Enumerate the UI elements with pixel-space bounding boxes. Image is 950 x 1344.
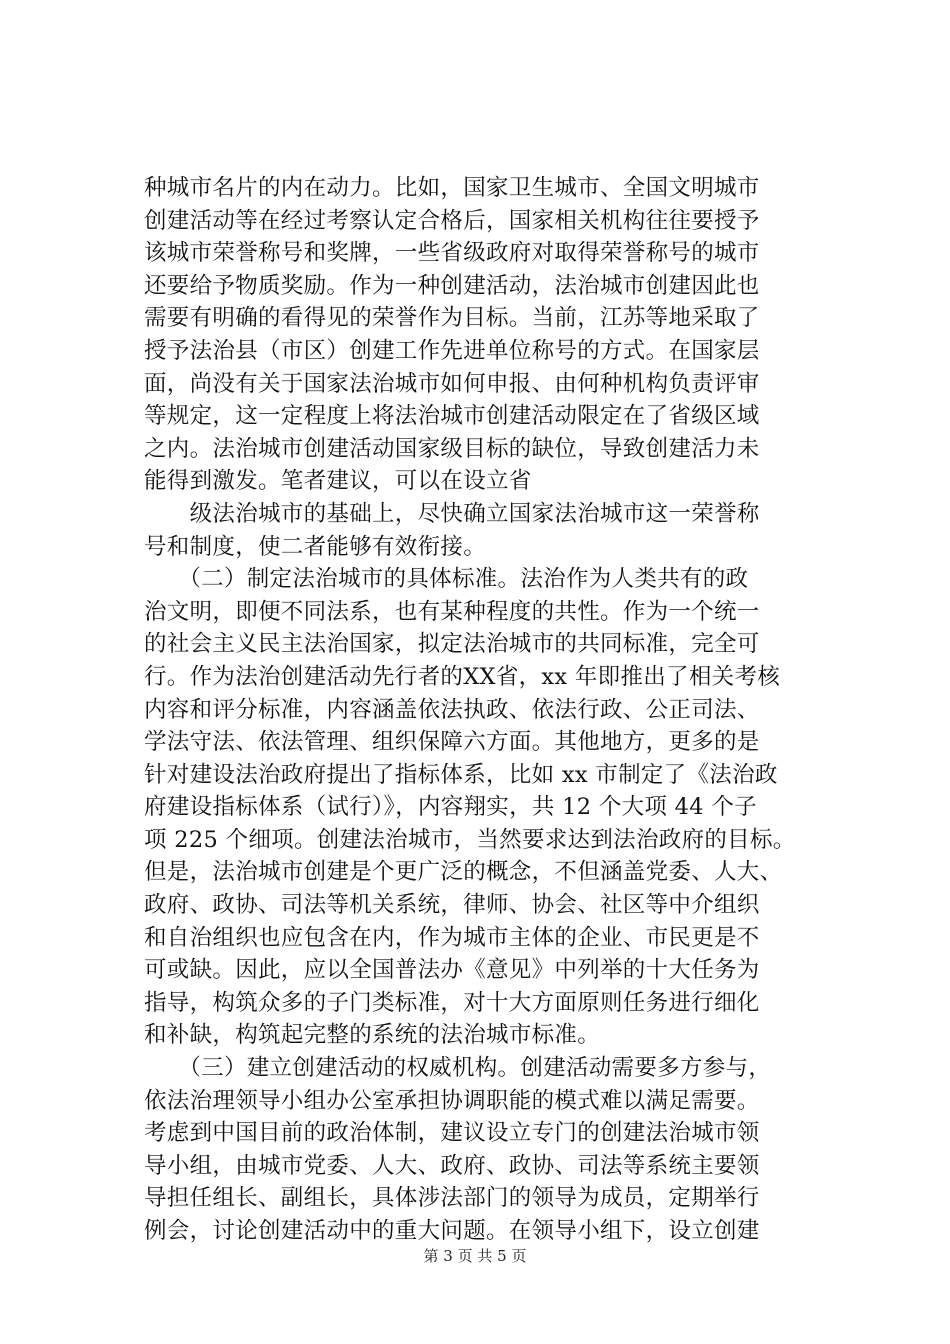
text-line: 行。作为法治创建活动先行者的XX省，xx 年即推出了相关考核: [144, 663, 781, 690]
text-line: 项 225 个细项。创建法治城市，当然要求达到法治政府的目标。: [144, 826, 796, 853]
text-line: 级法治城市的基础上，尽快确立国家法治城市这一荣誉称: [144, 500, 760, 527]
text-line: 需要有明确的看得见的荣誉作为目标。当前，江苏等地采取了: [144, 305, 760, 332]
text-line: 治文明，即便不同法系，也有某种程度的共性。作为一个统一: [144, 598, 760, 625]
page-number-label: 第 3 页 共 5 页: [423, 1247, 527, 1265]
text-line: 之内。法治城市创建活动国家级目标的缺位，导致创建活力未: [144, 435, 760, 462]
text-line: 可或缺。因此，应以全国普法办《意见》中列举的十大任务为: [144, 957, 760, 984]
text-line: 依法治理领导小组办公室承担协调职能的模式难以满足需要。: [144, 1087, 760, 1114]
text-line: 面，尚没有关于国家法治城市如何申报、由何种机构负责评审: [144, 370, 760, 397]
text-line: 授予法治县（市区）创建工作先进单位称号的方式。在国家层: [144, 337, 760, 364]
text-line: 和补缺，构筑起完整的系统的法治城市标准。: [144, 1022, 601, 1049]
text-line: 等规定，这一定程度上将法治城市创建活动限定在了省级区域: [144, 403, 760, 430]
text-line: 的社会主义民主法治国家，拟定法治城市的共同标准，完全可: [144, 631, 760, 658]
text-line: 府建设指标体系（试行）》，内容翔实，共 12 个大项 44 个子: [144, 794, 757, 821]
text-line: 号和制度，使二者能够有效衔接。: [144, 533, 487, 560]
text-line: （三）建立创建活动的权威机构。创建活动需要多方参与，: [144, 1055, 772, 1082]
text-line: 种城市名片的内在动力。比如，国家卫生城市、全国文明城市: [144, 175, 760, 201]
text-line: 政府、政协、司法等机关系统，律师、协会、社区等中介组织: [144, 892, 760, 919]
text-line: 导小组，由城市党委、人大、政府、政协、司法等系统主要领: [144, 1152, 760, 1179]
text-line: 和自治组织也应包含在内，作为城市主体的企业、市民更是不: [144, 924, 760, 951]
text-line: 导担任组长、副组长，具体涉法部门的领导为成员，定期举行: [144, 1185, 760, 1212]
text-line: 内容和评分标准，内容涵盖依法执政、依法行政、公正司法、: [144, 696, 760, 723]
page-footer: [0, 1245, 950, 1266]
text-line: （二）制定法治城市的具体标准。法治作为人类共有的政: [144, 566, 749, 593]
text-line: 能得到激发。笔者建议，可以在设立省: [144, 468, 532, 495]
text-line: 该城市荣誉称号和奖牌，一些省级政府对取得荣誉称号的城市: [144, 240, 760, 267]
text-line: 还要给予物质奖励。作为一种创建活动，法治城市创建因此也: [144, 272, 760, 299]
text-line: 学法守法、依法管理、组织保障六方面。其他地方，更多的是: [144, 729, 760, 756]
text-line: 针对建设法治政府提出了指标体系，比如 xx 市制定了《法治政: [144, 761, 778, 788]
text-line: 例会，讨论创建活动中的重大问题。在领导小组下，设立创建: [144, 1218, 760, 1244]
text-line: 指导，构筑众多的子门类标准，对十大方面原则任务进行细化: [144, 989, 760, 1016]
document-body: [144, 172, 834, 1248]
text-line: 创建活动等在经过考察认定合格后，国家相关机构往往要授予: [144, 207, 760, 234]
text-line: 考虑到中国目前的政治体制，建议设立专门的创建法治城市领: [144, 1120, 760, 1147]
text-line: 但是，法治城市创建是个更广泛的概念，不但涵盖党委、人大、: [144, 859, 783, 886]
